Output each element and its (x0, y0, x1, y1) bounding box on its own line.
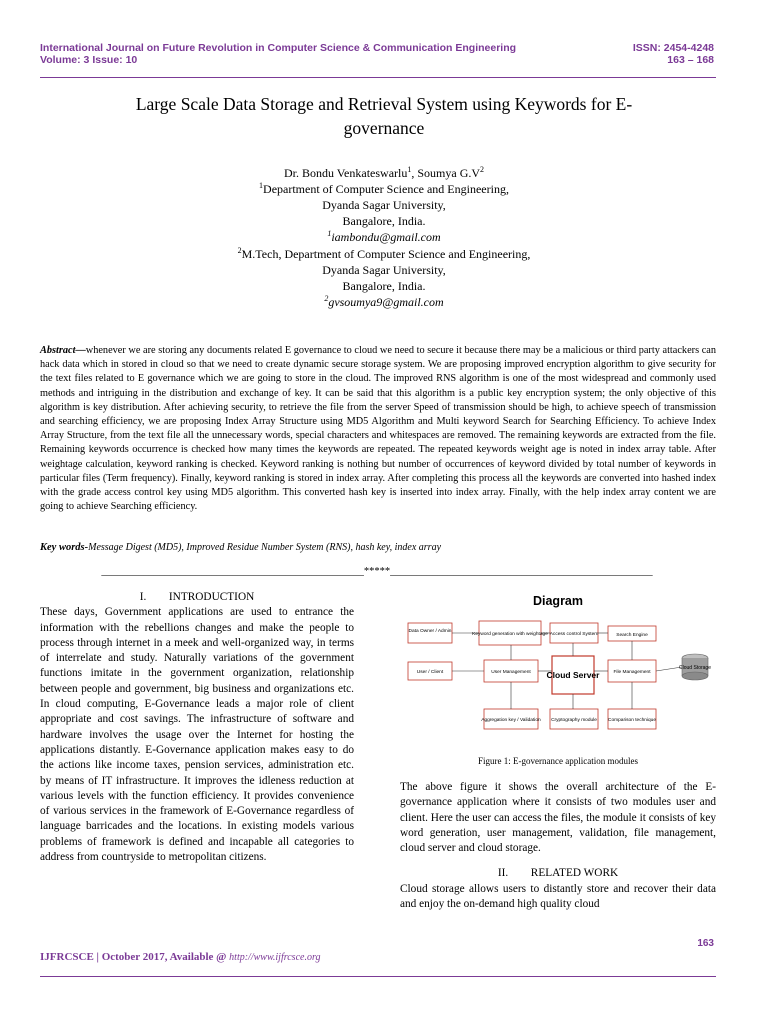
affiliation-city: Bangalore, India. (342, 279, 426, 293)
node-keyword-generation: Keyword generation with weightage (472, 632, 548, 637)
node-comparison: Comparison technique (608, 718, 656, 723)
section-separator (40, 566, 714, 578)
journal-issn: ISSN: 2454-4248 (632, 42, 714, 54)
affiliation-email: gvsoumya9@gmail.com (328, 295, 444, 309)
footer-citation (40, 950, 320, 965)
footer-text: IJFRCSCE | October 2017, Available @ (40, 951, 230, 963)
affiliation-city: Bangalore, India. (342, 214, 426, 228)
paper-title-line2: governance (343, 118, 425, 138)
separator-left: __________________________________________________ (101, 566, 364, 577)
author-line (150, 165, 618, 181)
affiliation-sup: 2 (237, 246, 242, 255)
author-2: Soumya G.V (417, 166, 481, 180)
keywords-label: Key words- (40, 542, 89, 553)
node-cloud-storage: Cloud Storage (679, 665, 711, 671)
affiliation-dept: Department of Computer Science and Engineering, (263, 182, 509, 196)
separator-stars: ***** (363, 566, 391, 577)
node-user-client: User / Client (416, 670, 444, 675)
node-search-engine: Search Engine (616, 633, 648, 638)
right-column (400, 780, 716, 912)
diagram-title: Diagram (532, 594, 584, 608)
affiliation-univ: Dyanda Sagar University, (322, 263, 446, 277)
figure-caption: Figure 1: E-governance application modules (478, 756, 638, 766)
node-file-management: File Management (613, 670, 651, 675)
left-column (40, 590, 354, 865)
related-work-body: Cloud storage allows users to distantly store and recover their data and enjoy the on-demand high quality cloud (400, 882, 716, 911)
keywords-text: Message Digest (MD5), Improved Residue Number System (RNS), hash key, index array (88, 542, 442, 553)
author-1: Dr. Bondu Venkateswarlu (283, 166, 408, 180)
journal-name: International Journal on Future Revolution in Computer Science & Communication Engineering (40, 42, 517, 54)
footer-url: http://www.ijfrcsce.org (229, 952, 321, 963)
node-user-management: User Management (491, 670, 531, 675)
introduction-body: These days, Government applications are used to entrance the information with the rebellions changes and make the people to process through internet in a meek and well-organized way, in terms of interrelate and study. Naturally variations of the government functions imitate in the government organization, relationship between people and government, big business and organizations etc. In cloud computing, E-Governance leads a major role of client appropriate and cost savings. The infrastructure of software and hardware involves the usage over the Internet for hosting the applications distantly. E-Governance application makes easy to do the actions like income taxes, pension services, administration etc. by means of IT infrastructure. It improves the idleness reduction at various levels with the function efficiency. It provides convenience of various services in the framework of E-Governance regardless of language barricades and the locations. In existing models various problems of framework is defined and incapable all categories to address from countryside to metropolitan citizens. (40, 606, 354, 864)
journal-pages: 163 – 168 (667, 54, 714, 66)
footer-rule (40, 976, 716, 977)
affiliation-univ: Dyanda Sagar University, (322, 198, 446, 212)
abstract (40, 344, 716, 514)
separator-right: __________________________________________________ (390, 566, 653, 577)
header-rule (40, 77, 716, 78)
node-data-owner: Data Owner / Admin (408, 629, 452, 634)
paper-title (60, 92, 708, 140)
journal-volume: Volume: 3 Issue: 10 (40, 54, 138, 66)
node-cloud-server: Cloud Server (546, 670, 600, 680)
author-1-sup: 1 (407, 165, 412, 174)
affiliation-dept: M.Tech, Department of Computer Science and Engineering, (241, 247, 531, 261)
node-access-control: Access control System (549, 632, 599, 637)
affiliation-email: iambondu@gmail.com (331, 230, 441, 244)
keywords (40, 541, 441, 555)
page-number: 163 (697, 938, 714, 949)
abstract-text: whenever we are storing any documents related E governance to cloud we need to secure it because there may be a malicious or third party attackers can hack data which in stored in cloud so that we need to create dynamic secure storage system. We are proposing improved encryption algorithm to give security for the text files related to E governance which we are going to store in the cloud. The improved RNS algorithm is one of the most widespread and commonly used methods and intriguing in the distribution and exchange of key. It can be said that this algorithm is a public key encryption system; the only objective of this algorithm is key distribution. After achieving security, to retrieve the file from the server Speed of transmission should be high, to achieve speech of transmission and searching efficiency, we are proposing Index Array Structure using MD5 Algorithm and Multi keyword Search for Searching Efficiency. To achieve Index Array Structure, from the text file all the unnecessary words, special characters and whitespaces are removed. The remaining keywords are extracted from the file. Remaining keywords occurrence is checked how many times the keywords are repeated. The repeated keywords weight age is noted in index array table. After weightage calculation, keyword ranking is checked. Keyword ranking is nothing but number of occurrences of keyword divided by total number of keywords in particular files (Term frequency). Finally, keyword ranking is stored in index array. After completing this process all the keywords are converted into hashed index with the grade access control key using MD5 algorithm. This converted hash key is inserted into index array. Finally, with the help index array content we are going to achieve Searching efficiency. (40, 345, 716, 513)
affiliation-email-sup: 1 (327, 229, 332, 238)
affiliation-2 (150, 246, 618, 310)
author-sep: , (411, 166, 418, 180)
node-cryptography: Cryptography module (551, 718, 597, 723)
affiliation-email-sup: 2 (324, 294, 329, 303)
architecture-diagram (402, 590, 714, 748)
paper-title-line1: Large Scale Data Storage and Retrieval System using Keywords for E- (135, 94, 633, 114)
author-2-sup: 2 (480, 165, 485, 174)
section-heading-introduction: I. INTRODUCTION (139, 591, 255, 603)
section-heading-related-work: II. RELATED WORK (497, 867, 619, 880)
affiliation-1 (150, 181, 618, 245)
affiliation-sup: 1 (259, 181, 264, 190)
figure-description: The above figure it shows the overall architecture of the E-governance application where it consists of two modules user and client. Here the user can access the files, the module it consists of key word generation, user management, validation, file management, cloud server and cloud storage. (400, 781, 716, 855)
node-aggregation: Aggregation key / Validation (481, 718, 541, 723)
abstract-label: Abstract— (40, 345, 86, 356)
